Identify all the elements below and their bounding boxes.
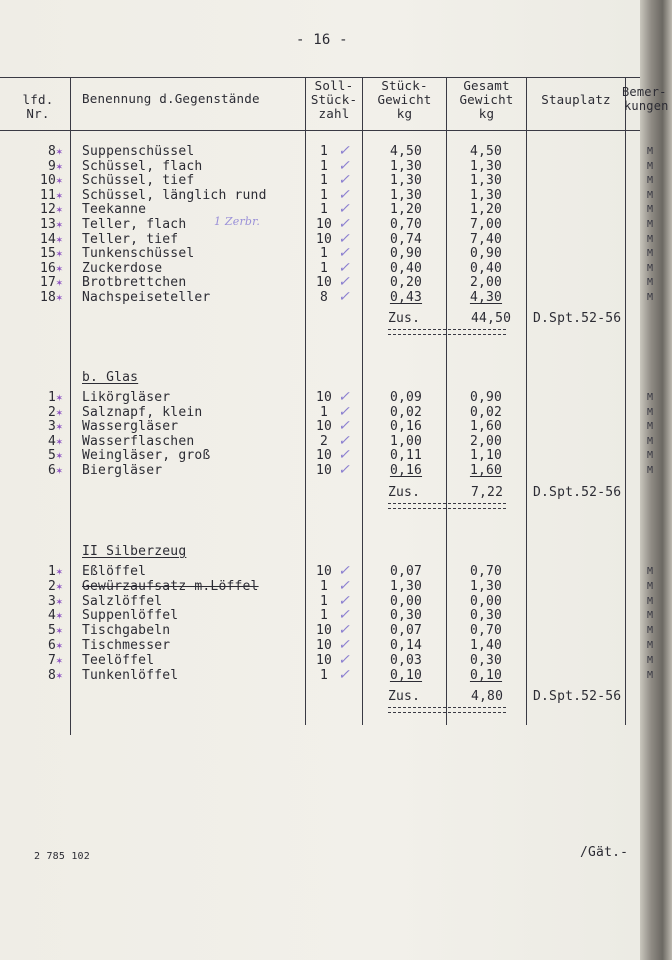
unit-weight: 0,40 <box>389 261 423 276</box>
remark-mark: M <box>647 566 654 577</box>
item-quantity: 1 <box>319 594 329 609</box>
row-number: 3 <box>47 419 56 434</box>
unit-weight: 0,20 <box>389 275 423 290</box>
check-mark-icon: ✓ <box>338 637 350 653</box>
stamp-star-icon: ✶ <box>56 174 63 187</box>
check-mark-icon: ✓ <box>338 607 350 623</box>
header-nr: Nr. <box>26 106 50 121</box>
header-lfd: lfd. <box>22 92 54 107</box>
signature-initials: /Gät.- <box>580 845 629 860</box>
item-quantity: 1 <box>319 246 329 261</box>
remark-mark: M <box>647 248 654 259</box>
header-soll-3: zahl <box>318 106 350 121</box>
unit-weight: 0,70 <box>389 217 423 232</box>
unit-weight: 0,03 <box>389 653 423 668</box>
row-number: 14 <box>39 232 56 247</box>
check-mark-icon: ✓ <box>338 231 350 247</box>
stamp-star-icon: ✶ <box>56 580 63 593</box>
total-weight: 0,70 <box>469 564 503 579</box>
row-number: 1 <box>47 390 56 405</box>
remark-mark: M <box>647 277 654 288</box>
remark-mark: M <box>647 436 654 447</box>
remark-mark: M <box>647 625 654 636</box>
page-number: - 16 - <box>296 32 348 48</box>
remark-mark: M <box>647 175 654 186</box>
unit-weight: 0,07 <box>389 623 423 638</box>
remark-mark: M <box>647 670 654 681</box>
total-weight: 4,30 <box>469 290 503 305</box>
header-soll-2: Stück- <box>310 92 358 107</box>
unit-weight: 0,43 <box>389 290 423 305</box>
remark-mark: M <box>647 581 654 592</box>
unit-weight: 0,16 <box>389 419 423 434</box>
total-weight: 0,40 <box>469 261 503 276</box>
row-number: 6 <box>47 463 56 478</box>
item-name: Weingläser, groß <box>82 448 211 463</box>
row-number: 12 <box>39 202 56 217</box>
item-quantity: 1 <box>319 668 329 683</box>
row-number: 2 <box>47 579 56 594</box>
total-weight: 1,30 <box>469 173 503 188</box>
total-weight: 1,40 <box>469 638 503 653</box>
total-weight: 7,00 <box>469 217 503 232</box>
item-quantity: 1 <box>319 173 329 188</box>
stamp-star-icon: ✶ <box>56 262 63 275</box>
check-mark-icon: ✓ <box>338 563 350 579</box>
check-mark-icon: ✓ <box>338 187 350 203</box>
item-quantity: 10 <box>315 275 333 290</box>
row-number: 1 <box>47 564 56 579</box>
item-name: Brotbrettchen <box>82 275 187 290</box>
sum-value-b: 7,22 <box>471 485 504 500</box>
stamp-star-icon: ✶ <box>56 639 63 652</box>
header-bemer-1: Bemer- <box>622 85 667 99</box>
total-weight: 2,00 <box>469 275 503 290</box>
item-quantity: 10 <box>315 653 333 668</box>
item-name: Salznapf, klein <box>82 405 203 420</box>
item-name: Biergläser <box>82 463 163 478</box>
item-quantity: 1 <box>319 144 329 159</box>
check-mark-icon: ✓ <box>338 418 350 434</box>
item-quantity: 10 <box>315 217 333 232</box>
item-name: Teller, flach <box>82 217 187 232</box>
total-weight: 1,60 <box>469 463 503 478</box>
item-name: Schüssel, länglich rund <box>82 188 267 203</box>
check-mark-icon: ✓ <box>338 462 350 478</box>
unit-weight: 0,10 <box>389 668 423 683</box>
sum-value-a: 44,50 <box>471 311 512 326</box>
row-number: 5 <box>47 448 56 463</box>
stamp-star-icon: ✶ <box>56 291 63 304</box>
stamp-star-icon: ✶ <box>56 145 63 158</box>
row-number: 4 <box>47 608 56 623</box>
total-weight: 0,90 <box>469 246 503 261</box>
check-mark-icon: ✓ <box>338 667 350 683</box>
item-name: Teelöffel <box>82 653 155 668</box>
total-weight: 1,60 <box>469 419 503 434</box>
check-mark-icon: ✓ <box>338 593 350 609</box>
item-quantity: 10 <box>315 232 333 247</box>
sum-value-c: 4,80 <box>471 689 504 704</box>
check-mark-icon: ✓ <box>338 158 350 174</box>
item-name: Tischgabeln <box>82 623 171 638</box>
remark-mark: M <box>647 610 654 621</box>
stamp-star-icon: ✶ <box>56 391 63 404</box>
pencil-note: 1 Zerbr. <box>214 215 261 228</box>
check-mark-icon: ✓ <box>338 622 350 638</box>
row-number: 18 <box>39 290 56 305</box>
row-number: 5 <box>47 623 56 638</box>
check-mark-icon: ✓ <box>338 433 350 449</box>
column-divider <box>526 77 527 725</box>
item-name: Wasserflaschen <box>82 434 195 449</box>
check-mark-icon: ✓ <box>338 216 350 232</box>
stamp-star-icon: ✶ <box>56 247 63 260</box>
item-quantity: 1 <box>319 188 329 203</box>
sum-label-b: Zus. <box>388 485 421 500</box>
remark-mark: M <box>647 146 654 157</box>
check-mark-icon: ✓ <box>338 447 350 463</box>
row-number: 11 <box>39 188 56 203</box>
remark-mark: M <box>647 234 654 245</box>
total-weight: 0,10 <box>469 668 503 683</box>
stamp-star-icon: ✶ <box>56 464 63 477</box>
check-mark-icon: ✓ <box>338 389 350 405</box>
unit-weight: 4,50 <box>389 144 423 159</box>
remark-mark: M <box>647 407 654 418</box>
row-number: 6 <box>47 638 56 653</box>
page-edge-shadow <box>640 0 672 960</box>
row-number: 4 <box>47 434 56 449</box>
row-number: 16 <box>39 261 56 276</box>
unit-weight: 0,16 <box>389 463 423 478</box>
form-number: 2 785 102 <box>34 851 90 862</box>
total-weight: 7,40 <box>469 232 503 247</box>
unit-weight: 0,90 <box>389 246 423 261</box>
total-weight: 0,90 <box>469 390 503 405</box>
total-weight: 4,50 <box>469 144 503 159</box>
row-number: 9 <box>47 159 56 174</box>
item-name: Suppenlöffel <box>82 608 179 623</box>
unit-weight: 1,30 <box>389 579 423 594</box>
total-weight: 0,30 <box>469 653 503 668</box>
item-quantity: 10 <box>315 419 333 434</box>
stamp-star-icon: ✶ <box>56 420 63 433</box>
stamp-star-icon: ✶ <box>56 160 63 173</box>
unit-weight: 1,00 <box>389 434 423 449</box>
header-stueck-2: Gewicht <box>377 92 432 107</box>
row-number: 10 <box>39 173 56 188</box>
item-quantity: 10 <box>315 623 333 638</box>
section-title-silberzeug: II Silberzeug <box>82 544 187 559</box>
sum-label-c: Zus. <box>388 689 421 704</box>
total-weight: 1,30 <box>469 188 503 203</box>
stamp-star-icon: ✶ <box>56 595 63 608</box>
double-rule-c <box>388 707 506 713</box>
header-gesamt-2: Gewicht <box>459 92 514 107</box>
row-number: 2 <box>47 405 56 420</box>
unit-weight: 1,30 <box>389 159 423 174</box>
header-bottom-rule <box>0 130 640 131</box>
total-weight: 0,00 <box>469 594 503 609</box>
remark-mark: M <box>647 450 654 461</box>
item-name: Teekanne <box>82 202 147 217</box>
item-quantity: 8 <box>319 290 329 305</box>
section-title-glas: b. Glas <box>82 370 139 385</box>
check-mark-icon: ✓ <box>338 245 350 261</box>
header-stueck-3: kg <box>396 106 413 121</box>
stamp-star-icon: ✶ <box>56 203 63 216</box>
check-mark-icon: ✓ <box>338 260 350 276</box>
remark-mark: M <box>647 263 654 274</box>
unit-weight: 0,30 <box>389 608 423 623</box>
item-name: Salzlöffel <box>82 594 163 609</box>
total-weight: 1,30 <box>469 159 503 174</box>
item-quantity: 1 <box>319 202 329 217</box>
item-quantity: 1 <box>319 608 329 623</box>
check-mark-icon: ✓ <box>338 143 350 159</box>
stamp-star-icon: ✶ <box>56 189 63 202</box>
total-weight: 2,00 <box>469 434 503 449</box>
stamp-star-icon: ✶ <box>56 624 63 637</box>
remark-mark: M <box>647 190 654 201</box>
unit-weight: 0,09 <box>389 390 423 405</box>
remark-mark: M <box>647 655 654 666</box>
stamp-star-icon: ✶ <box>56 654 63 667</box>
item-name: Nachspeiseteller <box>82 290 211 305</box>
header-gesamt-3: kg <box>478 106 495 121</box>
remark-mark: M <box>647 596 654 607</box>
header-gesamt-1: Gesamt <box>463 78 510 93</box>
unit-weight: 0,14 <box>389 638 423 653</box>
item-quantity: 10 <box>315 463 333 478</box>
row-number: 3 <box>47 594 56 609</box>
item-quantity: 10 <box>315 638 333 653</box>
header-stueck-1: Stück- <box>381 78 428 93</box>
total-weight: 1,20 <box>469 202 503 217</box>
item-quantity: 1 <box>319 579 329 594</box>
stamp-star-icon: ✶ <box>56 565 63 578</box>
column-divider <box>70 77 71 735</box>
header-bemer-2: kungen <box>624 99 669 113</box>
item-quantity: 2 <box>319 434 329 449</box>
remark-mark: M <box>647 161 654 172</box>
header-soll-1: Soll- <box>314 78 354 93</box>
double-rule-b <box>388 503 506 509</box>
item-name: Tunkenschüssel <box>82 246 195 261</box>
row-number: 13 <box>39 217 56 232</box>
stamp-star-icon: ✶ <box>56 669 63 682</box>
total-weight: 1,30 <box>469 579 503 594</box>
item-name: Zuckerdose <box>82 261 163 276</box>
check-mark-icon: ✓ <box>338 578 350 594</box>
check-mark-icon: ✓ <box>338 652 350 668</box>
item-name: Suppenschüssel <box>82 144 195 159</box>
unit-weight: 0,07 <box>389 564 423 579</box>
check-mark-icon: ✓ <box>338 404 350 420</box>
unit-weight: 1,30 <box>389 173 423 188</box>
remark-mark: M <box>647 204 654 215</box>
stamp-star-icon: ✶ <box>56 233 63 246</box>
sum-label-a: Zus. <box>388 311 421 326</box>
item-name: Teller, tief <box>82 232 179 247</box>
item-name: Schüssel, flach <box>82 159 203 174</box>
item-name: Eßlöffel <box>82 564 147 579</box>
item-name: Wassergläser <box>82 419 179 434</box>
item-name: Tunkenlöffel <box>82 668 179 683</box>
total-weight: 0,02 <box>469 405 503 420</box>
total-weight: 1,10 <box>469 448 503 463</box>
check-mark-icon: ✓ <box>338 201 350 217</box>
row-number: 8 <box>47 144 56 159</box>
unit-weight: 1,20 <box>389 202 423 217</box>
check-mark-icon: ✓ <box>338 172 350 188</box>
stamp-star-icon: ✶ <box>56 406 63 419</box>
stamp-star-icon: ✶ <box>56 435 63 448</box>
row-number: 15 <box>39 246 56 261</box>
item-name: Schüssel, tief <box>82 173 195 188</box>
stamp-star-icon: ✶ <box>56 218 63 231</box>
item-quantity: 1 <box>319 159 329 174</box>
remark-mark: M <box>647 465 654 476</box>
stauplatz-c: D.Spt.52-56 <box>533 689 622 704</box>
remark-mark: M <box>647 292 654 303</box>
unit-weight: 0,74 <box>389 232 423 247</box>
unit-weight: 1,30 <box>389 188 423 203</box>
total-weight: 0,70 <box>469 623 503 638</box>
check-mark-icon: ✓ <box>338 274 350 290</box>
stauplatz-b: D.Spt.52-56 <box>533 485 622 500</box>
row-number: 7 <box>47 653 56 668</box>
stamp-star-icon: ✶ <box>56 276 63 289</box>
remark-mark: M <box>647 421 654 432</box>
header-benennung: Benennung d.Gegenstände <box>82 91 260 106</box>
column-divider <box>625 77 626 725</box>
unit-weight: 0,02 <box>389 405 423 420</box>
item-quantity: 1 <box>319 261 329 276</box>
column-divider <box>305 77 306 725</box>
item-quantity: 10 <box>315 390 333 405</box>
remark-mark: M <box>647 219 654 230</box>
total-weight: 0,30 <box>469 608 503 623</box>
item-quantity: 1 <box>319 405 329 420</box>
column-divider <box>362 77 363 725</box>
unit-weight: 0,00 <box>389 594 423 609</box>
row-number: 17 <box>39 275 56 290</box>
check-mark-icon: ✓ <box>338 289 350 305</box>
item-quantity: 10 <box>315 564 333 579</box>
double-rule-a <box>388 329 506 335</box>
stauplatz-a: D.Spt.52-56 <box>533 311 622 326</box>
unit-weight: 0,11 <box>389 448 423 463</box>
remark-mark: M <box>647 392 654 403</box>
item-name: Likörgläser <box>82 390 171 405</box>
stamp-star-icon: ✶ <box>56 449 63 462</box>
stamp-star-icon: ✶ <box>56 609 63 622</box>
header-stauplatz: Stauplatz <box>541 92 611 107</box>
column-divider <box>446 77 447 725</box>
item-quantity: 10 <box>315 448 333 463</box>
remark-mark: M <box>647 640 654 651</box>
row-number: 8 <box>47 668 56 683</box>
item-name: Gewürzaufsatz m.Löffel <box>82 579 259 594</box>
item-name: Tischmesser <box>82 638 171 653</box>
